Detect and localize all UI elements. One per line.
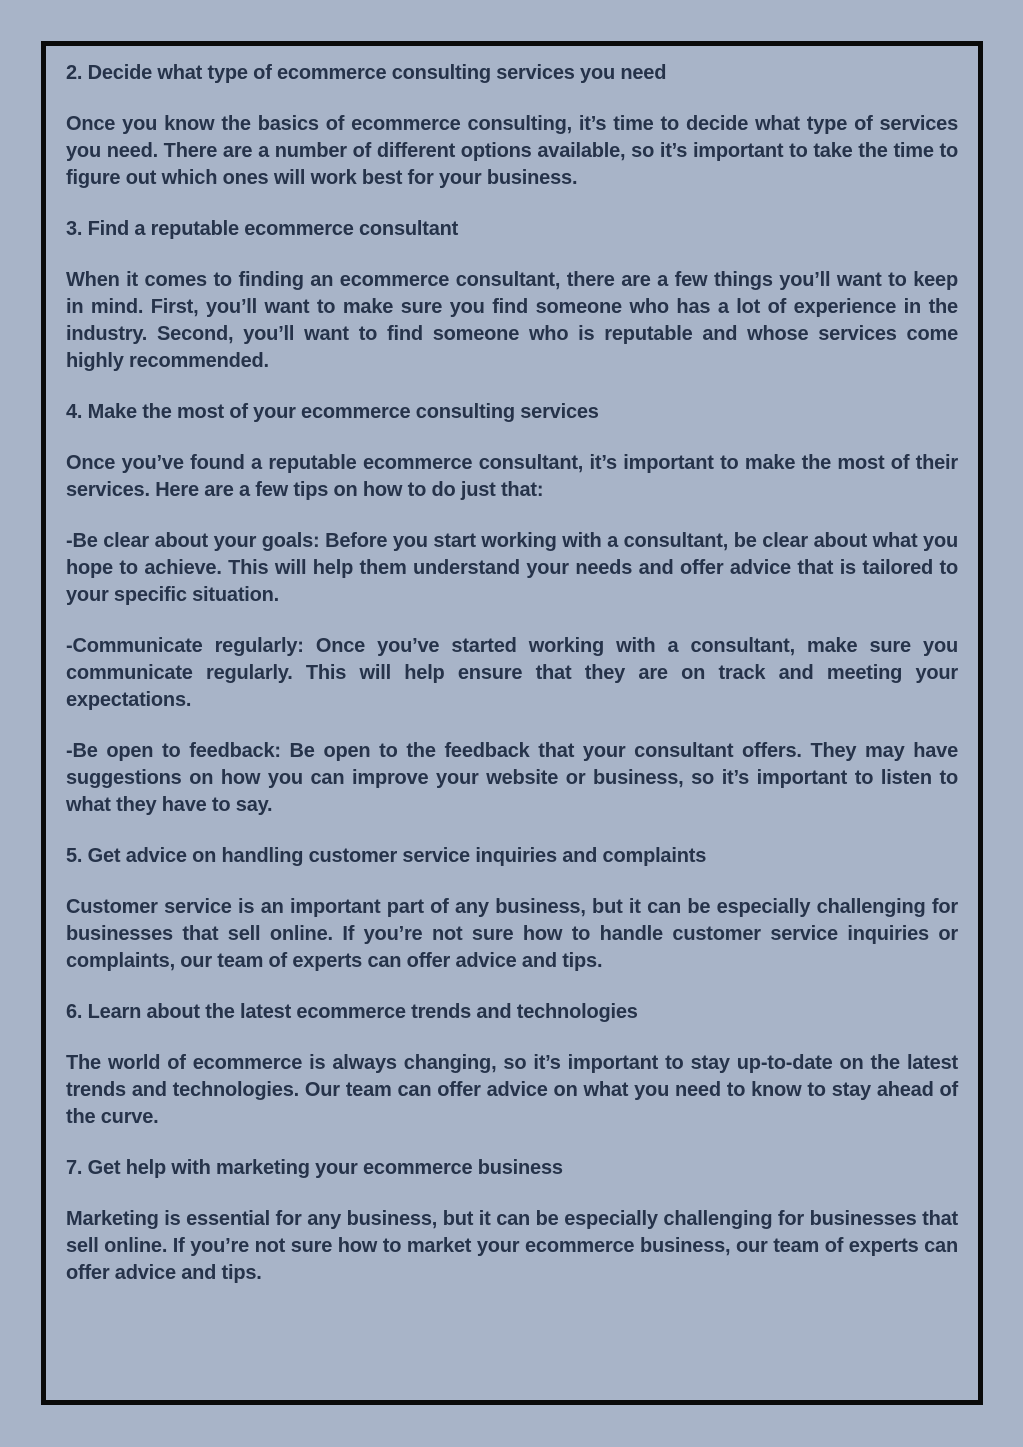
tip-paragraph: -Be clear about your goals: Before you start working with a consultant, be clear about what you hope to achieve. This will help them understand your needs and offer advice that is tailored to your specific situation. bbox=[66, 530, 958, 606]
document-content bbox=[66, 60, 958, 1311]
section-heading: 7. Get help with marketing your ecommerce business bbox=[66, 1157, 563, 1179]
section-paragraph: Once you’ve found a reputable ecommerce consultant, it’s important to make the most of their services. Here are a few tips on how to do just that: bbox=[66, 452, 958, 501]
section-paragraph: The world of ecommerce is always changing, so it’s important to stay up-to-date on the latest trends and technologies. Our team can offer advice on what you need to know to stay ahead of the curve. bbox=[66, 1052, 958, 1128]
section-heading: 4. Make the most of your ecommerce consulting services bbox=[66, 401, 599, 423]
section-heading: 3. Find a reputable ecommerce consultant bbox=[66, 218, 459, 240]
section-paragraph: When it comes to finding an ecommerce consultant, there are a few things you’ll want to keep in mind. First, you’ll want to make sure you find someone who has a lot of experience in the industry. Second, you’ll want to find someone who is reputable and whose services come highly recommended. bbox=[66, 269, 958, 372]
section-paragraph: Customer service is an important part of any business, but it can be especially challenging for businesses that sell online. If you’re not sure how to handle customer service inquiries or complaints, our team of experts can offer advice and tips. bbox=[66, 896, 958, 972]
tip-paragraph: -Be open to feedback: Be open to the feedback that your consultant offers. They may have suggestions on how you can improve your website or business, so it’s important to listen to what they have to say. bbox=[66, 740, 958, 816]
section-heading: 5. Get advice on handling customer service inquiries and complaints bbox=[66, 845, 707, 867]
section-paragraph: Marketing is essential for any business, but it can be especially challenging for businesses that sell online. If you’re not sure how to market your ecommerce business, our team of experts can offer advice and tips. bbox=[66, 1208, 958, 1284]
section-paragraph: Once you know the basics of ecommerce consulting, it’s time to decide what type of services you need. There are a number of different options available, so it’s important to take the time to figure out which ones will work best for your business. bbox=[66, 113, 958, 189]
tip-paragraph: -Communicate regularly: Once you’ve started working with a consultant, make sure you communicate regularly. This will help ensure that they are on track and meeting your expectations. bbox=[66, 635, 958, 711]
section-heading: 6. Learn about the latest ecommerce trends and technologies bbox=[66, 1001, 638, 1023]
document-frame bbox=[41, 41, 983, 1405]
section-heading: 2. Decide what type of ecommerce consulting services you need bbox=[66, 62, 667, 84]
